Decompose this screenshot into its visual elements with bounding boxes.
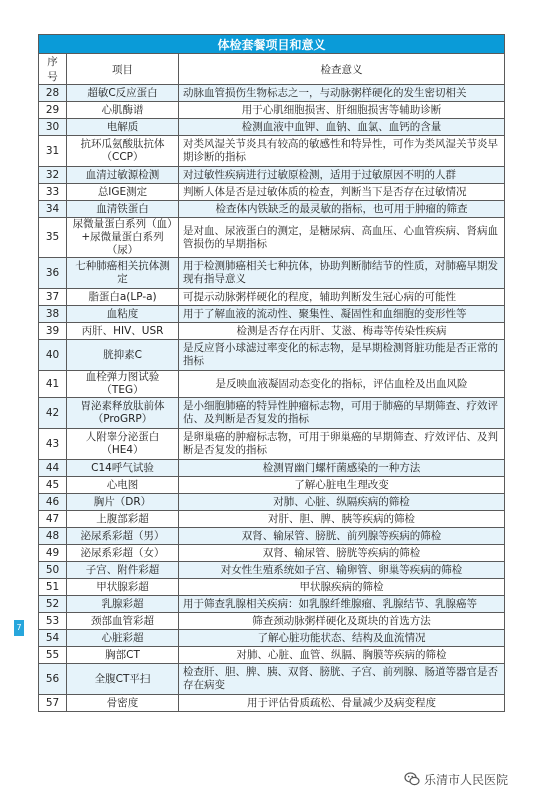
cell-no: 38: [39, 306, 67, 323]
table-row: [39, 596, 505, 613]
cell-item: 脂蛋白a(LP-a): [67, 289, 179, 306]
cell-no: 47: [39, 511, 67, 528]
cell-no: 35: [39, 218, 67, 258]
cell-meaning: 对类风湿关节炎具有较高的敏感性和特异性，可作为类风湿关节炎早期诊断的指标: [179, 136, 505, 167]
table-row: [39, 545, 505, 562]
cell-item: 人附睾分泌蛋白（HE4）: [67, 429, 179, 460]
cell-item: 泌尿系彩超（女）: [67, 545, 179, 562]
cell-item: 乳腺彩超: [67, 596, 179, 613]
cell-item: 电解质: [67, 119, 179, 136]
cell-no: 34: [39, 201, 67, 218]
cell-no: 45: [39, 477, 67, 494]
cell-no: 33: [39, 184, 67, 201]
table-header-row: [39, 54, 505, 85]
cell-meaning: 双肾、输尿管、膀胱、前列腺等疾病的筛检: [179, 528, 505, 545]
table-row: [39, 429, 505, 460]
cell-no: 31: [39, 136, 67, 167]
cell-meaning: 是反应肾小球滤过率变化的标志物，是早期检测肾脏功能是否正常的指标: [179, 340, 505, 371]
cell-no: 42: [39, 398, 67, 429]
cell-item: 抗环瓜氨酸肽抗体（CCP）: [67, 136, 179, 167]
cell-meaning: 是反映血液凝固动态变化的指标，评估血栓及出血风险: [179, 371, 505, 398]
table-row: [39, 477, 505, 494]
table-row: [39, 460, 505, 477]
cell-item: 血粘度: [67, 306, 179, 323]
wechat-icon: [404, 771, 420, 787]
cell-item: 全腹CT平扫: [67, 664, 179, 695]
cell-no: 40: [39, 340, 67, 371]
cell-item: 血栓弹力图试验（TEG）: [67, 371, 179, 398]
cell-no: 36: [39, 258, 67, 289]
cell-no: 46: [39, 494, 67, 511]
cell-no: 53: [39, 613, 67, 630]
table-row: [39, 323, 505, 340]
cell-item: 总IGE测定: [67, 184, 179, 201]
cell-item: 子宫、附件彩超: [67, 562, 179, 579]
cell-no: 37: [39, 289, 67, 306]
column-header-no: 序号: [39, 54, 67, 85]
watermark-text: 乐清市人民医院: [424, 772, 509, 787]
cell-meaning: 对肝、胆、脾、胰等疾病的筛检: [179, 511, 505, 528]
exam-items-table: [38, 34, 505, 712]
table-row: [39, 258, 505, 289]
cell-item: 血清铁蛋白: [67, 201, 179, 218]
cell-no: 52: [39, 596, 67, 613]
cell-no: 32: [39, 167, 67, 184]
table-row: [39, 306, 505, 323]
cell-no: 51: [39, 579, 67, 596]
table-row: [39, 664, 505, 695]
cell-item: 上腹部彩超: [67, 511, 179, 528]
cell-no: 50: [39, 562, 67, 579]
column-header-meaning: 检查意义: [179, 54, 505, 85]
table-row: [39, 647, 505, 664]
cell-item: 血清过敏源检测: [67, 167, 179, 184]
cell-meaning: 检测胃幽门螺杆菌感染的一种方法: [179, 460, 505, 477]
cell-item: 七种肺癌相关抗体测定: [67, 258, 179, 289]
cell-item: 甲状腺彩超: [67, 579, 179, 596]
cell-no: 41: [39, 371, 67, 398]
cell-no: 56: [39, 664, 67, 695]
table-body: [39, 85, 505, 712]
cell-meaning: 用于筛查乳腺相关疾病：如乳腺纤维腺瘤、乳腺结节、乳腺癌等: [179, 596, 505, 613]
table-row: [39, 494, 505, 511]
cell-no: 44: [39, 460, 67, 477]
cell-item: 泌尿系彩超（男）: [67, 528, 179, 545]
table-row: [39, 695, 505, 712]
cell-meaning: 对肺、心脏、纵隔疾病的筛检: [179, 494, 505, 511]
watermark: [404, 770, 508, 788]
table-row: [39, 184, 505, 201]
cell-meaning: 检查肝、胆、脾、胰、双肾、膀胱、子宫、前列腺、肠道等器官是否存在病变: [179, 664, 505, 695]
cell-no: 29: [39, 102, 67, 119]
table-row: [39, 289, 505, 306]
table-row: [39, 562, 505, 579]
cell-no: 30: [39, 119, 67, 136]
table-row: [39, 85, 505, 102]
cell-no: 54: [39, 630, 67, 647]
cell-item: 胃泌素释放肽前体（ProGRP）: [67, 398, 179, 429]
cell-meaning: 检查体内铁缺乏的最灵敏的指标，也可用于肿瘤的筛查: [179, 201, 505, 218]
cell-meaning: 动脉血管损伤生物标志之一，与动脉粥样硬化的发生密切相关: [179, 85, 505, 102]
cell-item: 骨密度: [67, 695, 179, 712]
cell-no: 43: [39, 429, 67, 460]
page-number: 7: [14, 620, 24, 636]
cell-no: 57: [39, 695, 67, 712]
cell-meaning: 对女性生殖系统如子宫、输卵管、卵巢等疾病的筛检: [179, 562, 505, 579]
cell-meaning: 检测是否存在丙肝、艾滋、梅毒等传染性疾病: [179, 323, 505, 340]
table-row: [39, 371, 505, 398]
column-header-item: 项目: [67, 54, 179, 85]
cell-item: 心脏彩超: [67, 630, 179, 647]
table-row: [39, 136, 505, 167]
table-row: [39, 201, 505, 218]
cell-item: 胸部CT: [67, 647, 179, 664]
cell-meaning: 是小细胞肺癌的特异性肿瘤标志物，可用于肺癌的早期筛查、疗效评估、及判断是否复发的指标: [179, 398, 505, 429]
cell-meaning: 双肾、输尿管、膀胱等疾病的筛检: [179, 545, 505, 562]
table-row: [39, 167, 505, 184]
cell-item: 尿微量蛋白系列（血）+尿微量蛋白系列（尿）: [67, 218, 179, 258]
cell-no: 49: [39, 545, 67, 562]
table-row: [39, 340, 505, 371]
cell-item: 丙肝、HIV、USR: [67, 323, 179, 340]
cell-meaning: 用于检测肺癌相关七种抗体，协助判断肺结节的性质，对肺癌早期发现有指导意义: [179, 258, 505, 289]
cell-no: 55: [39, 647, 67, 664]
cell-item: 心电图: [67, 477, 179, 494]
cell-meaning: 对过敏性疾病进行过敏原检测，适用于过敏原因不明的人群: [179, 167, 505, 184]
table-title-row: [39, 35, 505, 54]
table-row: [39, 398, 505, 429]
cell-no: 28: [39, 85, 67, 102]
table-row: [39, 102, 505, 119]
cell-meaning: 检测血液中血钾、血钠、血氯、血钙的含量: [179, 119, 505, 136]
cell-no: 48: [39, 528, 67, 545]
cell-meaning: 是卵巢癌的肿瘤标志物，可用于卵巢癌的早期筛查、疗效评估、及判断是否复发的指标: [179, 429, 505, 460]
cell-item: 心肌酶谱: [67, 102, 179, 119]
table-row: [39, 511, 505, 528]
cell-item: 颈部血管彩超: [67, 613, 179, 630]
cell-meaning: 甲状腺疾病的筛检: [179, 579, 505, 596]
table-row: [39, 613, 505, 630]
table-row: [39, 218, 505, 258]
cell-meaning: 对肺、心脏、血管、纵膈、胸膜等疾病的筛检: [179, 647, 505, 664]
cell-meaning: 是对血、尿液蛋白的测定，是糖尿病、高血压、心血管疾病、肾病血管损伤的早期指标: [179, 218, 505, 258]
cell-meaning: 了解心脏电生理改变: [179, 477, 505, 494]
cell-meaning: 判断人体是否是过敏体质的检查，判断当下是否存在过敏情况: [179, 184, 505, 201]
table-title: 体检套餐项目和意义: [39, 35, 505, 54]
cell-meaning: 用于评估骨质疏松、骨量减少及病变程度: [179, 695, 505, 712]
table-row: [39, 528, 505, 545]
cell-meaning: 用于心肌细胞损害、肝细胞损害等辅助诊断: [179, 102, 505, 119]
cell-meaning: 了解心脏功能状态、结构及血流情况: [179, 630, 505, 647]
cell-meaning: 用于了解血液的流动性、聚集性、凝固性和血细胞的变形性等: [179, 306, 505, 323]
cell-item: 超敏C反应蛋白: [67, 85, 179, 102]
table-row: [39, 579, 505, 596]
cell-no: 39: [39, 323, 67, 340]
cell-item: C14呼气试验: [67, 460, 179, 477]
cell-meaning: 可提示动脉粥样硬化的程度，辅助判断发生冠心病的可能性: [179, 289, 505, 306]
table-row: [39, 119, 505, 136]
cell-item: 胸片（DR）: [67, 494, 179, 511]
cell-item: 胱抑素C: [67, 340, 179, 371]
cell-meaning: 筛查颈动脉粥样硬化及斑块的首选方法: [179, 613, 505, 630]
table-row: [39, 630, 505, 647]
